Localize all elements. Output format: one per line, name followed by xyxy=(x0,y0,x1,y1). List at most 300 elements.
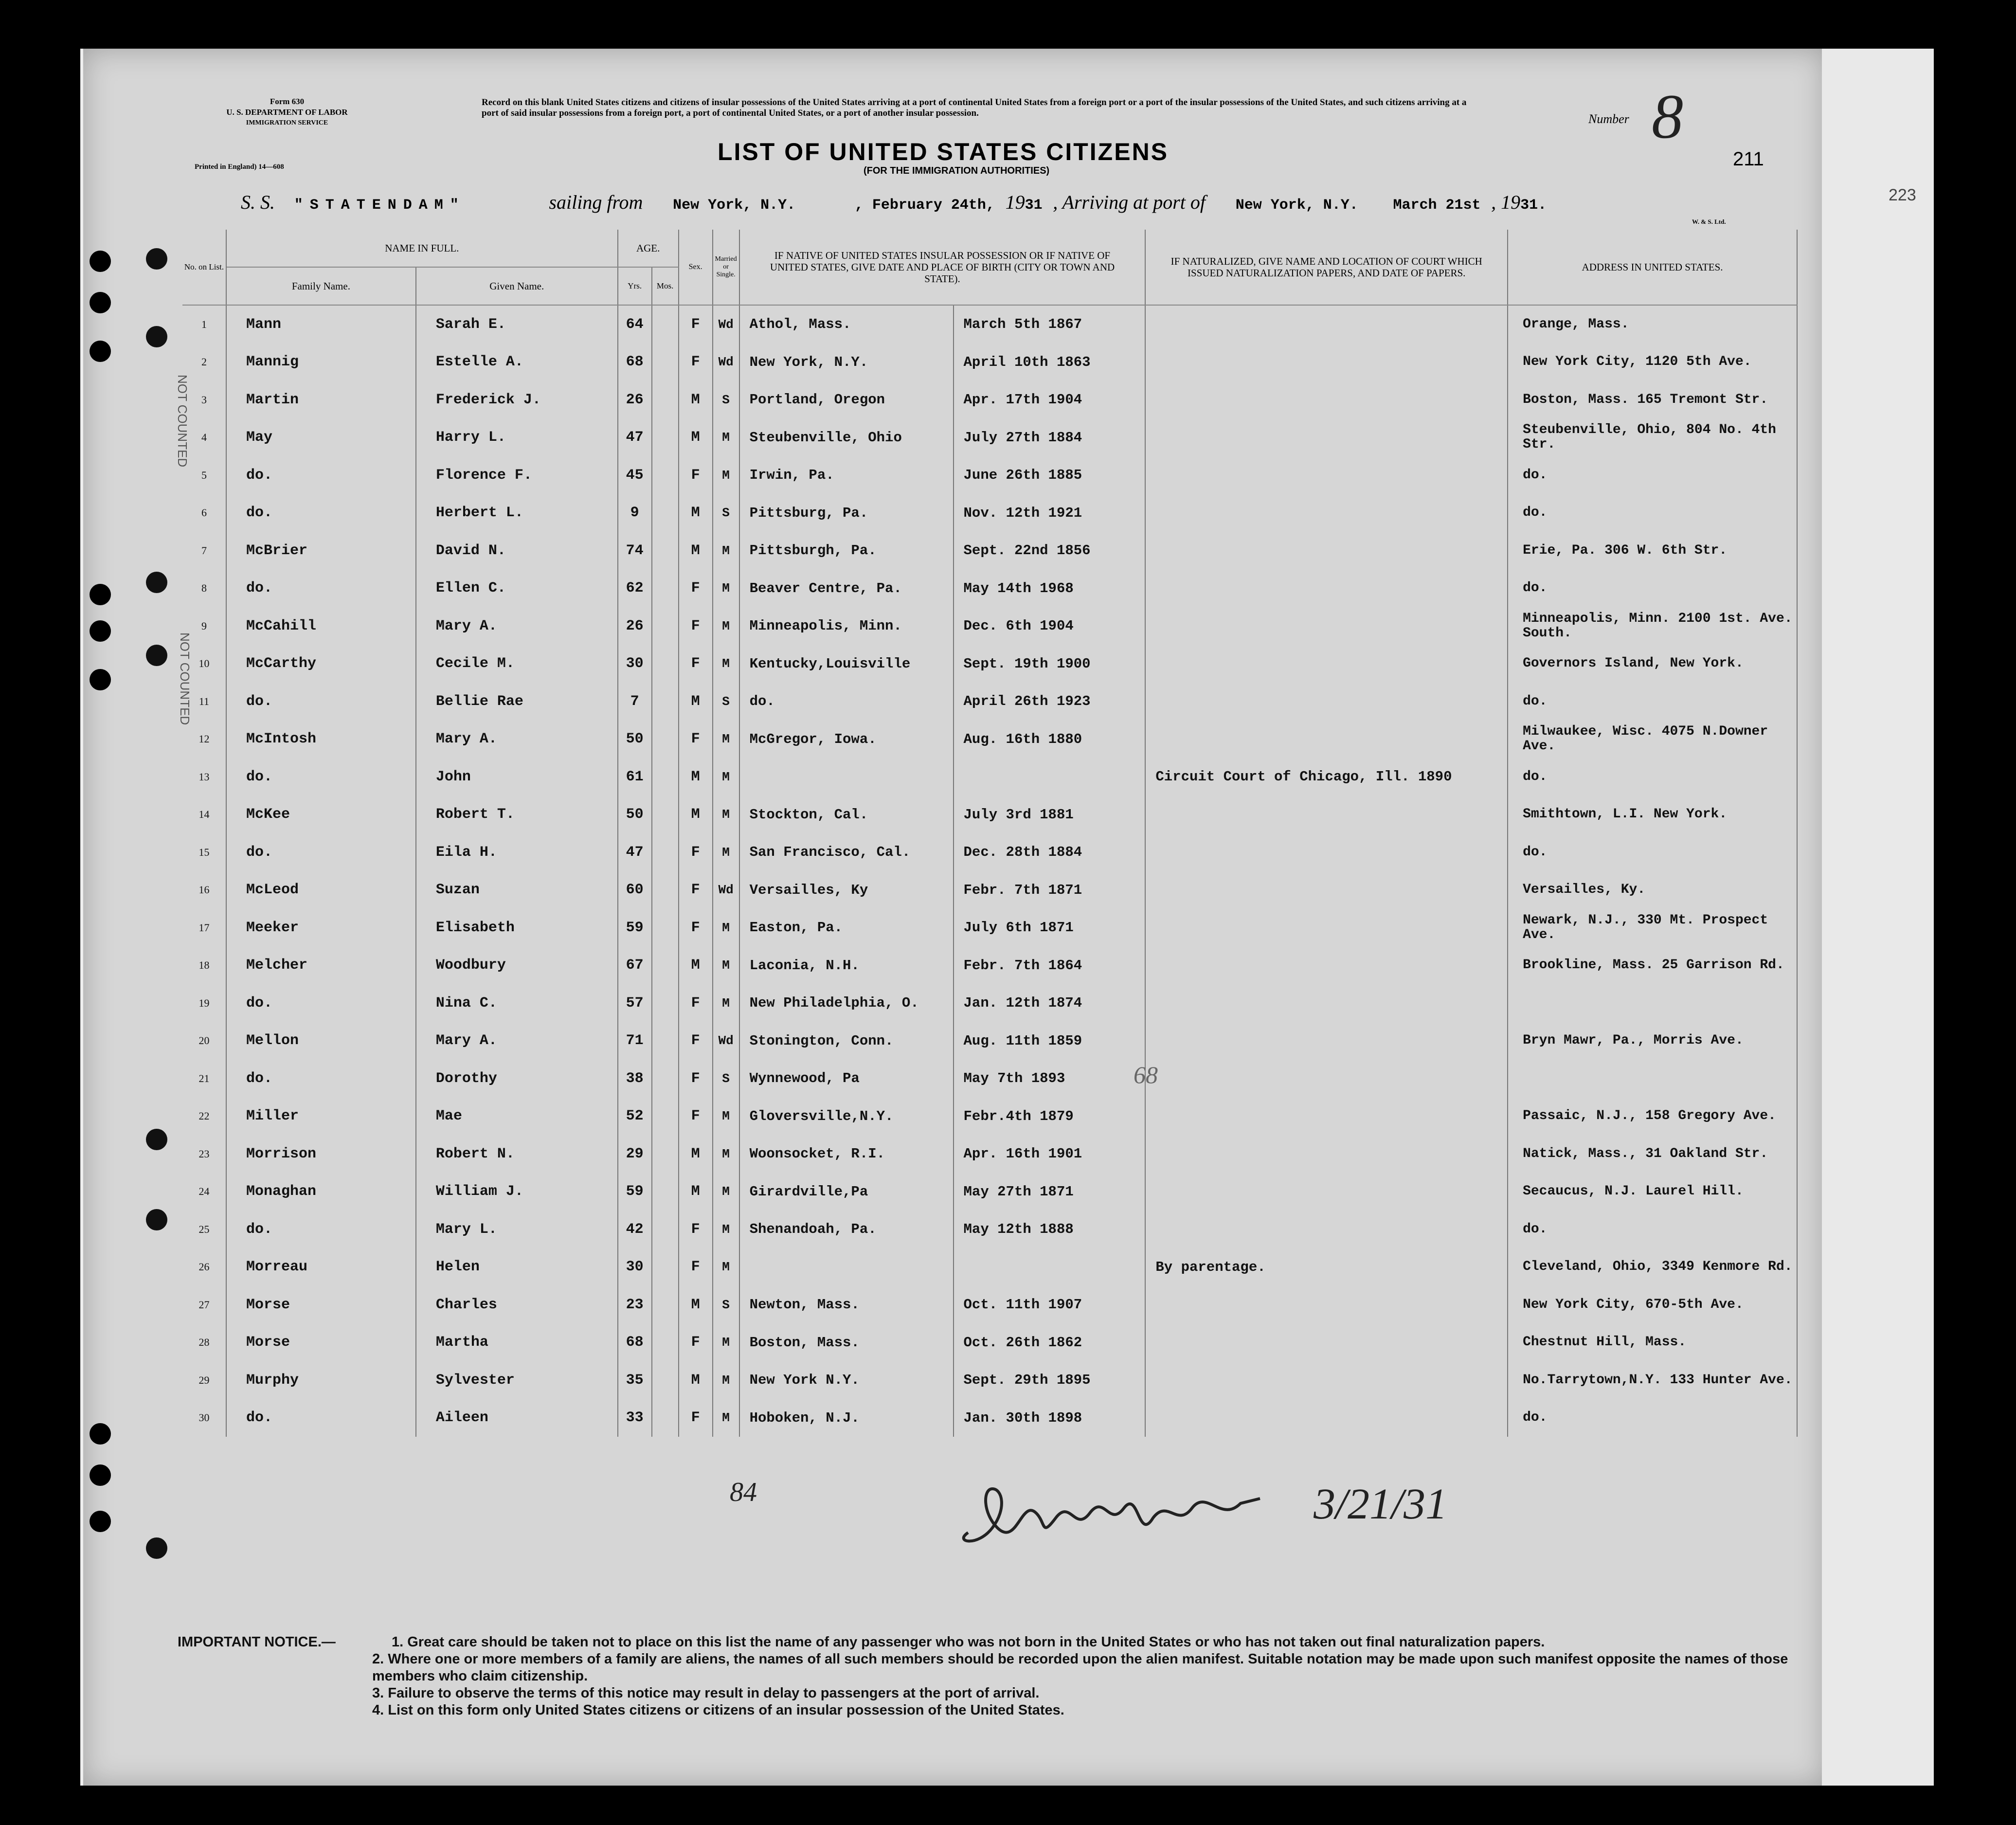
passenger-table xyxy=(182,230,1798,1437)
marital-status: S xyxy=(713,1286,739,1324)
given-name: Florence F. xyxy=(416,456,618,494)
us-address: Newark, N.J., 330 Mt. Prospect Ave. xyxy=(1508,909,1797,947)
birth-place: Boston, Mass. xyxy=(739,1324,954,1362)
sex: M xyxy=(679,1286,713,1324)
naturalization xyxy=(1145,1399,1508,1437)
sex: F xyxy=(679,1248,713,1286)
row-number: 16 xyxy=(182,871,226,909)
marital-status: M xyxy=(713,721,739,759)
age-months xyxy=(652,1361,679,1399)
marital-status: Wd xyxy=(713,1022,739,1060)
birth-date: Nov. 12th 1921 xyxy=(954,494,1146,532)
given-name: Herbert L. xyxy=(416,494,618,532)
birth-place: Woonsocket, R.I. xyxy=(739,1135,954,1173)
col-header-given: Given Name. xyxy=(416,267,618,305)
table-row xyxy=(182,833,1797,871)
age-months xyxy=(652,1173,679,1211)
sex: M xyxy=(679,947,713,985)
row-number: 27 xyxy=(182,1286,226,1324)
birth-date: Dec. 6th 1904 xyxy=(954,607,1146,645)
birth-place: McGregor, Iowa. xyxy=(739,721,954,759)
table-row xyxy=(182,1248,1797,1286)
given-name: Mary A. xyxy=(416,1022,618,1060)
birth-place: Newton, Mass. xyxy=(739,1286,954,1324)
birth-place: Girardville,Pa xyxy=(739,1173,954,1211)
row-number: 25 xyxy=(182,1211,226,1248)
family-name: McCarthy xyxy=(226,645,416,683)
age-years: 35 xyxy=(618,1361,652,1399)
row-number: 19 xyxy=(182,984,226,1022)
given-name: Ellen C. xyxy=(416,570,618,608)
sex: F xyxy=(679,871,713,909)
table-row xyxy=(182,494,1797,532)
age-months xyxy=(652,1248,679,1286)
sex: F xyxy=(679,343,713,381)
age-years: 50 xyxy=(618,796,652,834)
age-months xyxy=(652,645,679,683)
naturalization xyxy=(1145,419,1508,457)
page-number: 211 xyxy=(1733,148,1764,170)
sex: F xyxy=(679,984,713,1022)
row-number: 24 xyxy=(182,1173,226,1211)
table-row xyxy=(182,1324,1797,1362)
naturalization xyxy=(1145,532,1508,570)
naturalization xyxy=(1145,1060,1508,1098)
row-number: 10 xyxy=(182,645,226,683)
age-years: 68 xyxy=(618,1324,652,1362)
birth-place: Kentucky,Louisville xyxy=(739,645,954,683)
age-years: 38 xyxy=(618,1060,652,1098)
col-header-address: ADDRESS IN UNITED STATES. xyxy=(1508,230,1797,305)
us-address: do. xyxy=(1508,1211,1797,1248)
age-years: 57 xyxy=(618,984,652,1022)
birth-date: Sept. 29th 1895 xyxy=(954,1361,1146,1399)
sex: F xyxy=(679,1060,713,1098)
row-number: 17 xyxy=(182,909,226,947)
table-row xyxy=(182,947,1797,985)
us-address: Steubenville, Ohio, 804 No. 4th Str. xyxy=(1508,419,1797,457)
birth-date: May 7th 1893 xyxy=(954,1060,1146,1098)
number-value: 8 xyxy=(1652,82,1683,152)
birth-date: Sept. 22nd 1856 xyxy=(954,532,1146,570)
marital-status: M xyxy=(713,645,739,683)
sex: F xyxy=(679,456,713,494)
naturalization xyxy=(1145,381,1508,419)
marital-status: Wd xyxy=(713,343,739,381)
naturalization xyxy=(1145,1211,1508,1248)
naturalization xyxy=(1145,1286,1508,1324)
age-years: 7 xyxy=(618,683,652,721)
marital-status: M xyxy=(713,1399,739,1437)
naturalization xyxy=(1145,305,1508,343)
sex: F xyxy=(679,645,713,683)
given-name: Aileen xyxy=(416,1399,618,1437)
table-row xyxy=(182,570,1797,608)
signature-date: 3/21/31 xyxy=(1314,1480,1448,1528)
sex: F xyxy=(679,1399,713,1437)
col-header-mos: Mos. xyxy=(652,267,679,305)
family-name: Murphy xyxy=(226,1361,416,1399)
row-number: 21 xyxy=(182,1060,226,1098)
row-number: 29 xyxy=(182,1361,226,1399)
marital-status: S xyxy=(713,683,739,721)
marital-status: M xyxy=(713,796,739,834)
given-name: David N. xyxy=(416,532,618,570)
row-number: 3 xyxy=(182,381,226,419)
notice-item: 3. Failure to observe the terms of this notice may result in delay to passengers at the port of arrival. xyxy=(372,1685,1040,1701)
row-number: 9 xyxy=(182,607,226,645)
birth-place: Portland, Oregon xyxy=(739,381,954,419)
notice-item: 4. List on this form only United States citizens or citizens of an insular possession of the United States. xyxy=(372,1702,1064,1718)
sail-year: 31 xyxy=(1025,197,1043,214)
row-number: 13 xyxy=(182,758,226,796)
naturalization xyxy=(1145,984,1508,1022)
family-name: Mellon xyxy=(226,1022,416,1060)
age-years: 59 xyxy=(618,1173,652,1211)
row-number: 22 xyxy=(182,1098,226,1136)
given-name: Bellie Rae xyxy=(416,683,618,721)
age-months xyxy=(652,1211,679,1248)
number-label: Number xyxy=(1588,112,1629,126)
punch-hole xyxy=(90,292,111,313)
arrival-year-label: , 19 xyxy=(1491,191,1521,213)
family-name: Mann xyxy=(226,305,416,343)
margin-number: 223 xyxy=(1889,186,1916,204)
naturalization xyxy=(1145,1173,1508,1211)
family-name: do. xyxy=(226,833,416,871)
birth-place: Laconia, N.H. xyxy=(739,947,954,985)
family-name: do. xyxy=(226,1211,416,1248)
punch-hole xyxy=(90,1511,111,1532)
punch-hole xyxy=(146,572,167,593)
family-name: McBrier xyxy=(226,532,416,570)
birth-date: Oct. 26th 1862 xyxy=(954,1324,1146,1362)
age-months xyxy=(652,1060,679,1098)
punch-hole xyxy=(90,1423,111,1445)
birth-date: July 27th 1884 xyxy=(954,419,1146,457)
family-name: Morse xyxy=(226,1286,416,1324)
us-address: Boston, Mass. 165 Tremont Str. xyxy=(1508,381,1797,419)
form-number: Form 630 xyxy=(270,97,305,106)
punch-hole xyxy=(90,1464,111,1486)
age-years: 50 xyxy=(618,721,652,759)
given-name: Robert T. xyxy=(416,796,618,834)
family-name: do. xyxy=(226,984,416,1022)
age-years: 47 xyxy=(618,833,652,871)
notice-item: 1. Great care should be taken not to place on this list the name of any passenger who was not born in the United States or who has not taken out final naturalization papers. xyxy=(392,1634,1545,1650)
family-name: Miller xyxy=(226,1098,416,1136)
sail-year-label: 19 xyxy=(1005,191,1025,213)
age-months xyxy=(652,1324,679,1362)
arrival-port: New York, N.Y. xyxy=(1235,197,1358,214)
us-address: Smithtown, L.I. New York. xyxy=(1508,796,1797,834)
family-name: McKee xyxy=(226,796,416,834)
age-years: 29 xyxy=(618,1135,652,1173)
col-header-family: Family Name. xyxy=(226,267,416,305)
family-name: Morreau xyxy=(226,1248,416,1286)
family-name: McCahill xyxy=(226,607,416,645)
birth-date: May 12th 1888 xyxy=(954,1211,1146,1248)
col-header-yrs: Yrs. xyxy=(618,267,652,305)
marital-status: M xyxy=(713,1098,739,1136)
birth-date: Jan. 12th 1874 xyxy=(954,984,1146,1022)
table-row xyxy=(182,381,1797,419)
sex: F xyxy=(679,1324,713,1362)
family-name: Monaghan xyxy=(226,1173,416,1211)
birth-date: Febr.4th 1879 xyxy=(954,1098,1146,1136)
table-row xyxy=(182,796,1797,834)
punch-hole xyxy=(90,251,111,272)
marital-status: M xyxy=(713,1211,739,1248)
row-number: 18 xyxy=(182,947,226,985)
age-years: 52 xyxy=(618,1098,652,1136)
age-months xyxy=(652,1286,679,1324)
age-months xyxy=(652,947,679,985)
given-name: John xyxy=(416,758,618,796)
birth-place: Wynnewood, Pa xyxy=(739,1060,954,1098)
marital-status: Wd xyxy=(713,871,739,909)
birth-place: Minneapolis, Minn. xyxy=(739,607,954,645)
birth-date xyxy=(954,1248,1146,1286)
row-number: 15 xyxy=(182,833,226,871)
age-years: 26 xyxy=(618,607,652,645)
birth-date: Jan. 30th 1898 xyxy=(954,1399,1146,1437)
family-name: Morse xyxy=(226,1324,416,1362)
page-edge xyxy=(1822,49,1934,1786)
notice-item: 2. Where one or more members of a family are aliens, the names of all such members should be recorded upon the alien manifest. Suitable notation may be made upon such manifest opposite the names of those members who claim citizenship. xyxy=(372,1651,1788,1684)
birth-place: Beaver Centre, Pa. xyxy=(739,570,954,608)
page-title: LIST OF UNITED STATES CITIZENS xyxy=(718,138,1169,165)
age-months xyxy=(652,343,679,381)
punch-hole xyxy=(90,584,111,605)
marital-status: M xyxy=(713,1361,739,1399)
col-header-age: AGE. xyxy=(618,230,679,267)
row-number: 23 xyxy=(182,1135,226,1173)
naturalization xyxy=(1145,947,1508,985)
us-address: do. xyxy=(1508,494,1797,532)
age-years: 62 xyxy=(618,570,652,608)
table-row xyxy=(182,1060,1797,1098)
family-name: do. xyxy=(226,1060,416,1098)
family-name: McIntosh xyxy=(226,721,416,759)
table-row xyxy=(182,305,1797,343)
col-header-naturalized: IF NATURALIZED, GIVE NAME AND LOCATION OF COURT WHICH ISSUED NATURALIZATION PAPERS, AND DATE OF PAPERS. xyxy=(1145,230,1508,305)
marital-status: M xyxy=(713,1324,739,1362)
birth-date: Apr. 16th 1901 xyxy=(954,1135,1146,1173)
age-months xyxy=(652,683,679,721)
sex: M xyxy=(679,419,713,457)
birth-place: Irwin, Pa. xyxy=(739,456,954,494)
given-name: William J. xyxy=(416,1173,618,1211)
family-name: do. xyxy=(226,494,416,532)
birth-date: Dec. 28th 1884 xyxy=(954,833,1146,871)
table-row xyxy=(182,909,1797,947)
age-months xyxy=(652,833,679,871)
us-address: do. xyxy=(1508,570,1797,608)
margin-stamp: NOT COUNTED xyxy=(178,632,192,725)
family-name: Martin xyxy=(226,381,416,419)
table-row xyxy=(182,1286,1797,1324)
sex: F xyxy=(679,305,713,343)
page-subtitle: (FOR THE IMMIGRATION AUTHORITIES) xyxy=(864,165,1050,176)
us-address: do. xyxy=(1508,758,1797,796)
age-months xyxy=(652,532,679,570)
family-name: May xyxy=(226,419,416,457)
given-name: Estelle A. xyxy=(416,343,618,381)
age-months xyxy=(652,1098,679,1136)
birth-date: May 14th 1968 xyxy=(954,570,1146,608)
family-name: do. xyxy=(226,456,416,494)
table-row xyxy=(182,1135,1797,1173)
naturalization xyxy=(1145,683,1508,721)
given-name: Mary L. xyxy=(416,1211,618,1248)
sex: F xyxy=(679,721,713,759)
marital-status: M xyxy=(713,532,739,570)
given-name: Suzan xyxy=(416,871,618,909)
sex: M xyxy=(679,1135,713,1173)
punch-hole xyxy=(146,1537,167,1559)
birth-place: Shenandoah, Pa. xyxy=(739,1211,954,1248)
age-months xyxy=(652,305,679,343)
birth-place: San Francisco, Cal. xyxy=(739,833,954,871)
given-name: Elisabeth xyxy=(416,909,618,947)
sex: F xyxy=(679,833,713,871)
us-address: Versailles, Ky. xyxy=(1508,871,1797,909)
us-address: No.Tarrytown,N.Y. 133 Hunter Ave. xyxy=(1508,1361,1797,1399)
sex: F xyxy=(679,1022,713,1060)
given-name: Dorothy xyxy=(416,1060,618,1098)
table-row xyxy=(182,758,1797,796)
age-months xyxy=(652,796,679,834)
col-header-sex: Sex. xyxy=(679,230,713,305)
birth-date: June 26th 1885 xyxy=(954,456,1146,494)
given-name: Nina C. xyxy=(416,984,618,1022)
age-months xyxy=(652,494,679,532)
us-address: Orange, Mass. xyxy=(1508,305,1797,343)
us-address: Secaucus, N.J. Laurel Hill. xyxy=(1508,1173,1797,1211)
table-row xyxy=(182,1173,1797,1211)
col-header-birth: IF NATIVE OF UNITED STATES INSULAR POSSESSION OR IF NATIVE OF UNITED STATES, GIVE DATE AND PLACE OF BIRTH (CITY OR TOWN AND STATE). xyxy=(739,230,1146,305)
us-address xyxy=(1508,1060,1797,1098)
given-name: Frederick J. xyxy=(416,381,618,419)
naturalization xyxy=(1145,833,1508,871)
age-years: 64 xyxy=(618,305,652,343)
row-number: 2 xyxy=(182,343,226,381)
marital-status: M xyxy=(713,758,739,796)
naturalization xyxy=(1145,909,1508,947)
sailing-label: sailing from xyxy=(549,191,643,213)
table-row xyxy=(182,456,1797,494)
naturalization xyxy=(1145,1324,1508,1362)
family-name: Mannig xyxy=(226,343,416,381)
sex: M xyxy=(679,683,713,721)
age-years: 74 xyxy=(618,532,652,570)
birth-place: New York, N.Y. xyxy=(739,343,954,381)
us-address: New York City, 670-5th Ave. xyxy=(1508,1286,1797,1324)
birth-date: Aug. 11th 1859 xyxy=(954,1022,1146,1060)
department: U. S. DEPARTMENT OF LABOR xyxy=(226,108,348,117)
naturalization xyxy=(1145,570,1508,608)
us-address: do. xyxy=(1508,833,1797,871)
row-number: 5 xyxy=(182,456,226,494)
col-header-married: Married or Single. xyxy=(713,230,739,305)
family-name: do. xyxy=(226,1399,416,1437)
row-number: 14 xyxy=(182,796,226,834)
marital-status: M xyxy=(713,1173,739,1211)
table-row xyxy=(182,645,1797,683)
naturalization: Circuit Court of Chicago, Ill. 1890 xyxy=(1145,758,1508,796)
birth-date: Sept. 19th 1900 xyxy=(954,645,1146,683)
naturalization xyxy=(1145,1098,1508,1136)
birth-date xyxy=(954,758,1146,796)
sex: M xyxy=(679,1361,713,1399)
arriving-label: , Arriving at port of xyxy=(1053,191,1206,213)
punch-hole xyxy=(146,1129,167,1150)
age-months xyxy=(652,381,679,419)
sex: M xyxy=(679,758,713,796)
sex: F xyxy=(679,909,713,947)
given-name: Mary A. xyxy=(416,607,618,645)
table-row xyxy=(182,1361,1797,1399)
nat-mark: 68 xyxy=(1134,1061,1158,1088)
us-address: do. xyxy=(1508,1399,1797,1437)
birth-place: Stonington, Conn. xyxy=(739,1022,954,1060)
us-address: Bryn Mawr, Pa., Morris Ave. xyxy=(1508,1022,1797,1060)
birth-place: Easton, Pa. xyxy=(739,909,954,947)
birth-date: Febr. 7th 1864 xyxy=(954,947,1146,985)
birth-place: Steubenville, Ohio xyxy=(739,419,954,457)
marital-status: S xyxy=(713,381,739,419)
marital-status: M xyxy=(713,570,739,608)
given-name: Charles xyxy=(416,1286,618,1324)
row-number: 7 xyxy=(182,532,226,570)
given-name: Mary A. xyxy=(416,721,618,759)
birth-place: Pittsburg, Pa. xyxy=(739,494,954,532)
punch-hole xyxy=(146,248,167,270)
age-months xyxy=(652,1022,679,1060)
age-months xyxy=(652,758,679,796)
us-address: Minneapolis, Minn. 2100 1st. Ave. South. xyxy=(1508,607,1797,645)
age-months xyxy=(652,721,679,759)
table-row xyxy=(182,683,1797,721)
given-name: Woodbury xyxy=(416,947,618,985)
sex: M xyxy=(679,381,713,419)
us-address: Cleveland, Ohio, 3349 Kenmore Rd. xyxy=(1508,1248,1797,1286)
sex: F xyxy=(679,607,713,645)
age-years: 61 xyxy=(618,758,652,796)
birth-place xyxy=(739,758,954,796)
table-row xyxy=(182,1098,1797,1136)
birth-date: May 27th 1871 xyxy=(954,1173,1146,1211)
age-months xyxy=(652,984,679,1022)
sex: M xyxy=(679,494,713,532)
given-name: Sarah E. xyxy=(416,305,618,343)
given-name: Harry L. xyxy=(416,419,618,457)
punch-hole xyxy=(146,1209,167,1230)
table-row xyxy=(182,1399,1797,1437)
family-name: do. xyxy=(226,758,416,796)
birth-place: Athol, Mass. xyxy=(739,305,954,343)
punch-hole xyxy=(90,669,111,690)
age-years: 26 xyxy=(618,381,652,419)
age-months xyxy=(652,871,679,909)
age-months xyxy=(652,607,679,645)
arrival-date: March 21st xyxy=(1393,197,1481,214)
row-number: 6 xyxy=(182,494,226,532)
birth-place: Hoboken, N.J. xyxy=(739,1399,954,1437)
age-months xyxy=(652,1399,679,1437)
birth-date: Aug. 16th 1880 xyxy=(954,721,1146,759)
